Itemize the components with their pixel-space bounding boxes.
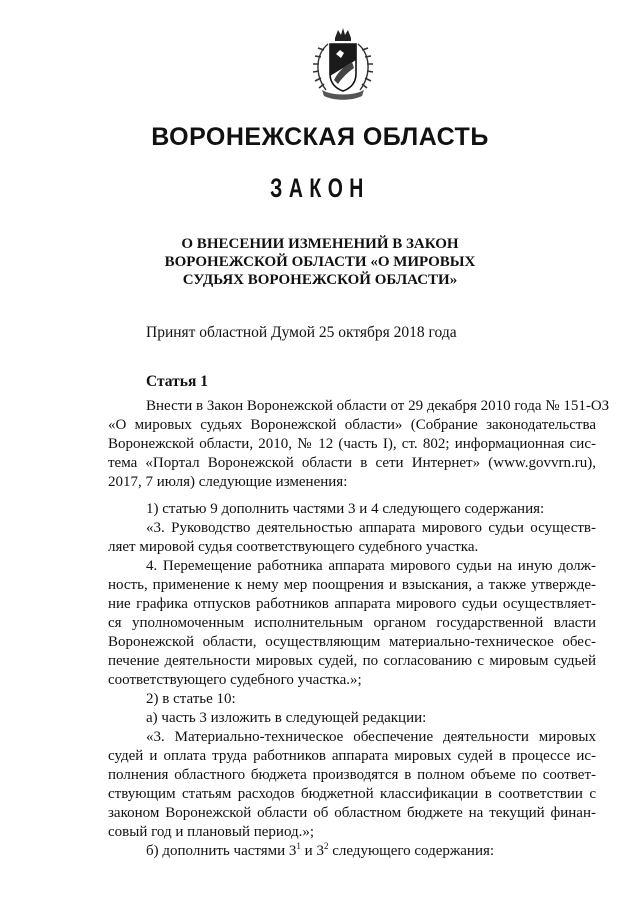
text-line: 1) статью 9 дополнить частями 3 и 4 следующего содержания: [146,501,545,517]
text-line: ся уполномоченным исполнительным органом государственной власти [108,615,596,631]
text-line: Внести в Закон Воронежской области от 29 декабря 2010 года № 151-ОЗ [146,398,610,414]
text-line: ствующим статьям расходов бюджетной классификации в соответствии с [108,786,596,802]
text-fragment: б) дополнить частями 3 [146,843,297,859]
text-line: а) часть 3 изложить в следующей редакции: [146,710,427,726]
text-line: ность, применение к нему мер поощрения и взыскания, а также утвержде- [108,577,596,593]
text-fragment: следующего содержания: [328,843,495,859]
article-heading: Статья 1 [146,373,208,390]
text-line: тема «Портал Воронежской области в сети Интернет» (www.govvrn.ru), [108,455,596,471]
text-line: соответствующего судебного участка.»; [108,672,362,688]
law-title-line: СУДЬЯХ ВОРОНЕЖСКОЙ ОБЛАСТИ» [182,272,458,288]
text-line: Воронежской области, 2010, № 12 (часть I), ст. 802; информационная сис- [108,436,596,452]
region-title: ВОРОНЕЖСКАЯ ОБЛАСТЬ [151,123,489,151]
law-title [0,235,640,289]
text-line: судей и оплата труда работников аппарата мировых судей в процессе ис- [108,748,596,764]
text-line: ляет мировой судья соответствующего судебного участка. [108,539,479,555]
text-line: законом Воронежской области об областном бюджете на текущий финан- [108,805,596,821]
text-line: 4. Перемещение работника аппарата мирового судьи на иную долж- [146,558,596,574]
superscript: 2 [323,841,329,851]
superscript: 1 [296,841,301,851]
text-line: «3. Руководство деятельностью аппарата мирового судьи осуществ- [146,520,596,536]
law-title-line: ВОРОНЕЖСКОЙ ОБЛАСТИ «О МИРОВЫХ [164,254,476,270]
voronezh-coat-of-arms-icon [302,24,384,104]
text-line: полнения областного бюджета производятся в полном объеме по соответ- [108,767,596,783]
adoption-date: Принят областной Думой 25 октября 2018 года [146,324,457,341]
text-line: 2017, 7 июля) следующие изменения: [108,474,348,490]
law-title-line: О ВНЕСЕНИИ ИЗМЕНЕНИЙ В ЗАКОН [181,236,459,252]
text-line: 2) в статье 10: [146,691,236,707]
text-line: Воронежской области, осуществляющим материально-техническое обес- [108,634,596,650]
document-type: ЗАКОН [270,173,370,203]
text-line: ние графика отпусков работников аппарата мирового судьи осуществляет- [108,596,596,612]
text-line: «О мировых судьях Воронежской области» (Собрание законодательства [108,417,596,433]
text-line: печение деятельности мировых судей, по согласованию с мировым судьей [108,653,596,669]
text-line: совый год и плановый период.»; [108,824,315,840]
text-line-with-superscripts [108,842,596,861]
text-fragment: и 3 [300,843,324,859]
text-line: «3. Материально-техническое обеспечение деятельности мировых [146,729,596,745]
